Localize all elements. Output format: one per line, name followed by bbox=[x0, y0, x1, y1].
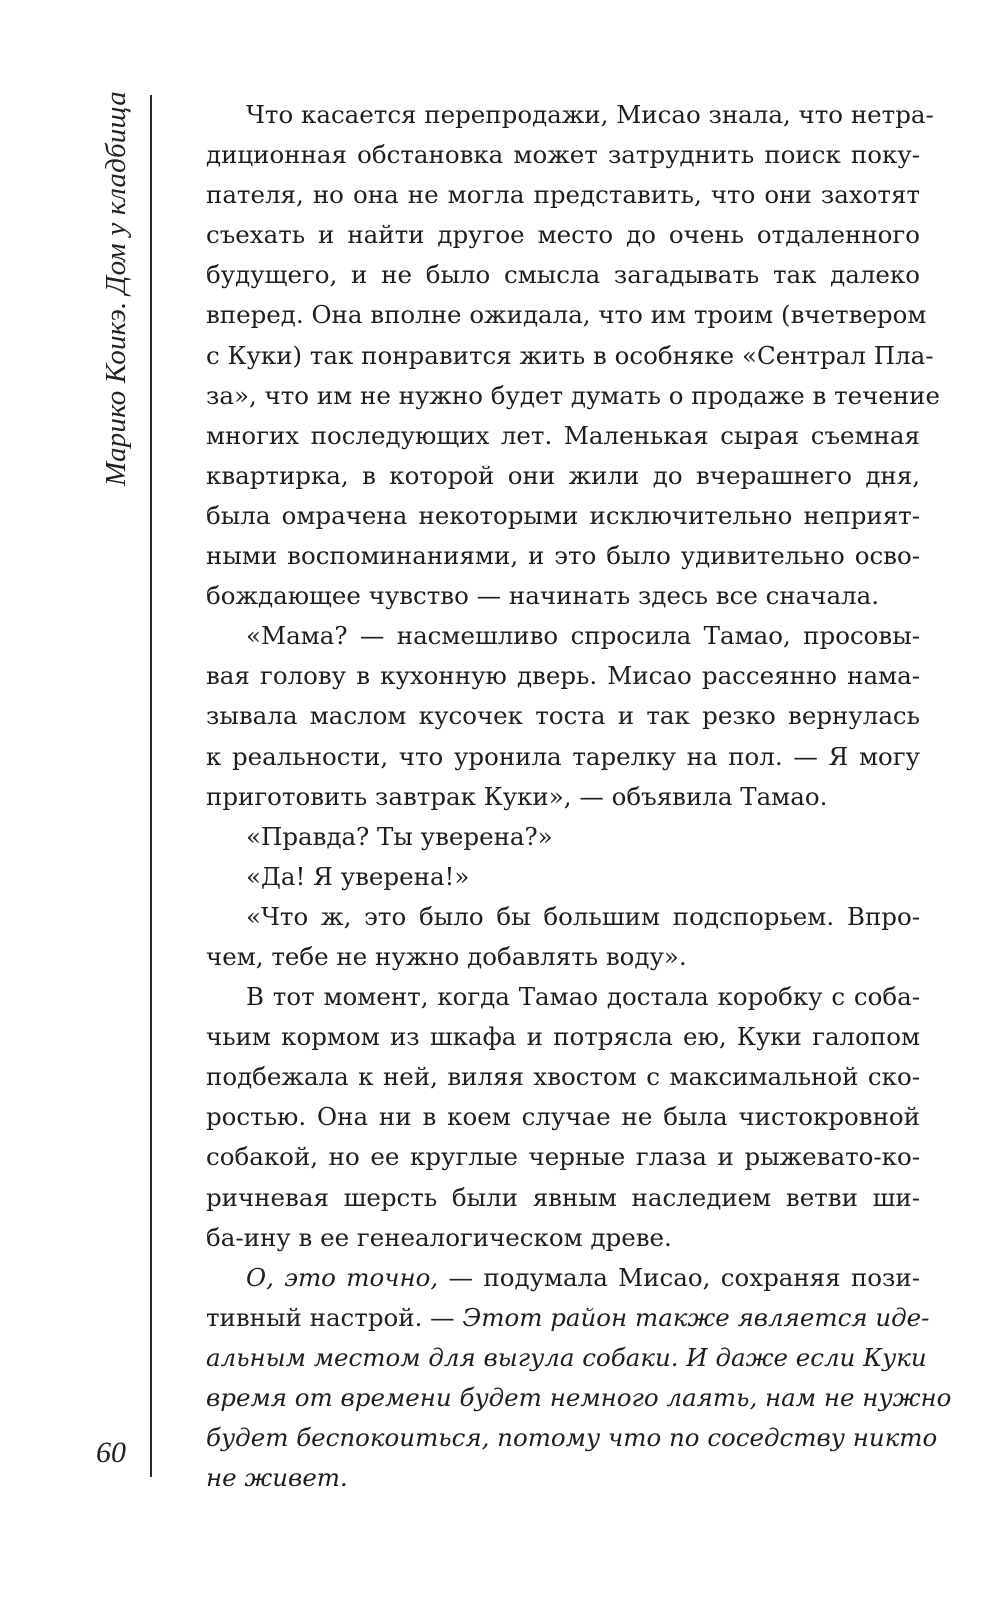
running-head bbox=[92, 92, 140, 484]
text-line: многих последующих лет. Маленькая сырая съемная bbox=[206, 420, 920, 450]
text-line: Что касается перепродажи, Мисао знала, что нетра- bbox=[246, 100, 934, 129]
text-line: съехать и найти другое место до очень отдаленного bbox=[206, 220, 920, 250]
text-line: будет беспокоиться, потому что по соседству никто bbox=[206, 1423, 938, 1453]
text-line: приготовить завтрак Куки», — объявила Тамао. bbox=[206, 781, 828, 811]
text-line: была омрачена некоторыми исключительно неприят- bbox=[206, 500, 920, 530]
text-line: ричневая шерсть были явным наследием ветви ши- bbox=[206, 1182, 920, 1212]
text-line: бождающее чувство — начинать здесь все сначала. bbox=[206, 581, 880, 611]
text-line: за», что им не нужно будет думать о продаже в течение bbox=[206, 380, 941, 410]
text-line: ростью. Она ни в коем случае не была чистокровной bbox=[206, 1102, 920, 1132]
text-line: время от времени будет немного лаять, нам не нужно bbox=[206, 1383, 952, 1412]
text-line: не живет. bbox=[206, 1463, 348, 1493]
page-number: 60 bbox=[96, 1436, 126, 1469]
text-line: В тот момент, когда Тамао достала коробку с соба- bbox=[246, 982, 920, 1012]
text-line: вперед. Она вполне ожидала, что им троим (вчетвером bbox=[206, 300, 927, 330]
text-line: вая голову в кухонную дверь. Мисао рассеянно нама- bbox=[206, 661, 920, 691]
text-line: будущего, и не было смысла загадывать так далеко bbox=[206, 260, 920, 290]
text-line: «Что ж, это было бы большим подспорьем. Впро- bbox=[246, 901, 920, 931]
body-text bbox=[206, 95, 952, 1498]
text-line: к реальности, что уронила тарелку на пол. — Я могу bbox=[206, 741, 920, 771]
text-line: «Правда? Ты уверена?» bbox=[246, 821, 553, 851]
text-line: ными воспоминаниями, и это было удивительно осво- bbox=[206, 541, 920, 571]
text-line: «Мама? — насмешливо спросила Тамао, просовы- bbox=[246, 621, 920, 651]
text-line: с Куки) так понравится жить в особняке «Сентрал Пла- bbox=[206, 340, 934, 370]
text-line: альным местом для выгула собаки. И даже если Куки bbox=[206, 1342, 927, 1372]
text-line: чьим кормом из шкафа и потрясла ею, Куки галопом bbox=[206, 1022, 920, 1052]
text-line: ба-ину в ее генеалогическом древе. bbox=[206, 1222, 672, 1252]
text-line: собакой, но ее круглые черные глаза и рыжевато-ко- bbox=[206, 1142, 920, 1172]
text-line: зывала маслом кусочек тоста и так резко вернулась bbox=[206, 701, 920, 731]
text-line: квартирка, в которой они жили до вчерашнего дня, bbox=[206, 460, 920, 490]
text-line: «Да! Я уверена!» bbox=[246, 861, 470, 891]
text-line: тивный настрой. — Этот район также является иде- bbox=[206, 1302, 930, 1332]
text-line: О, это точно, — подумала Мисао, сохраняя пози- bbox=[246, 1262, 920, 1292]
text-line: пателя, но она не могла представить, что они захотят bbox=[206, 180, 920, 210]
running-head-text: Марико Коикэ. Дом у кладбища bbox=[99, 90, 132, 486]
text-line: чем, тебе не нужно добавлять воду». bbox=[206, 941, 687, 971]
margin-rule bbox=[150, 95, 152, 1477]
text-line: подбежала к ней, виляя хвостом с максимальной ско- bbox=[206, 1062, 920, 1092]
text-line: диционная обстановка может затруднить поиск поку- bbox=[206, 140, 920, 170]
